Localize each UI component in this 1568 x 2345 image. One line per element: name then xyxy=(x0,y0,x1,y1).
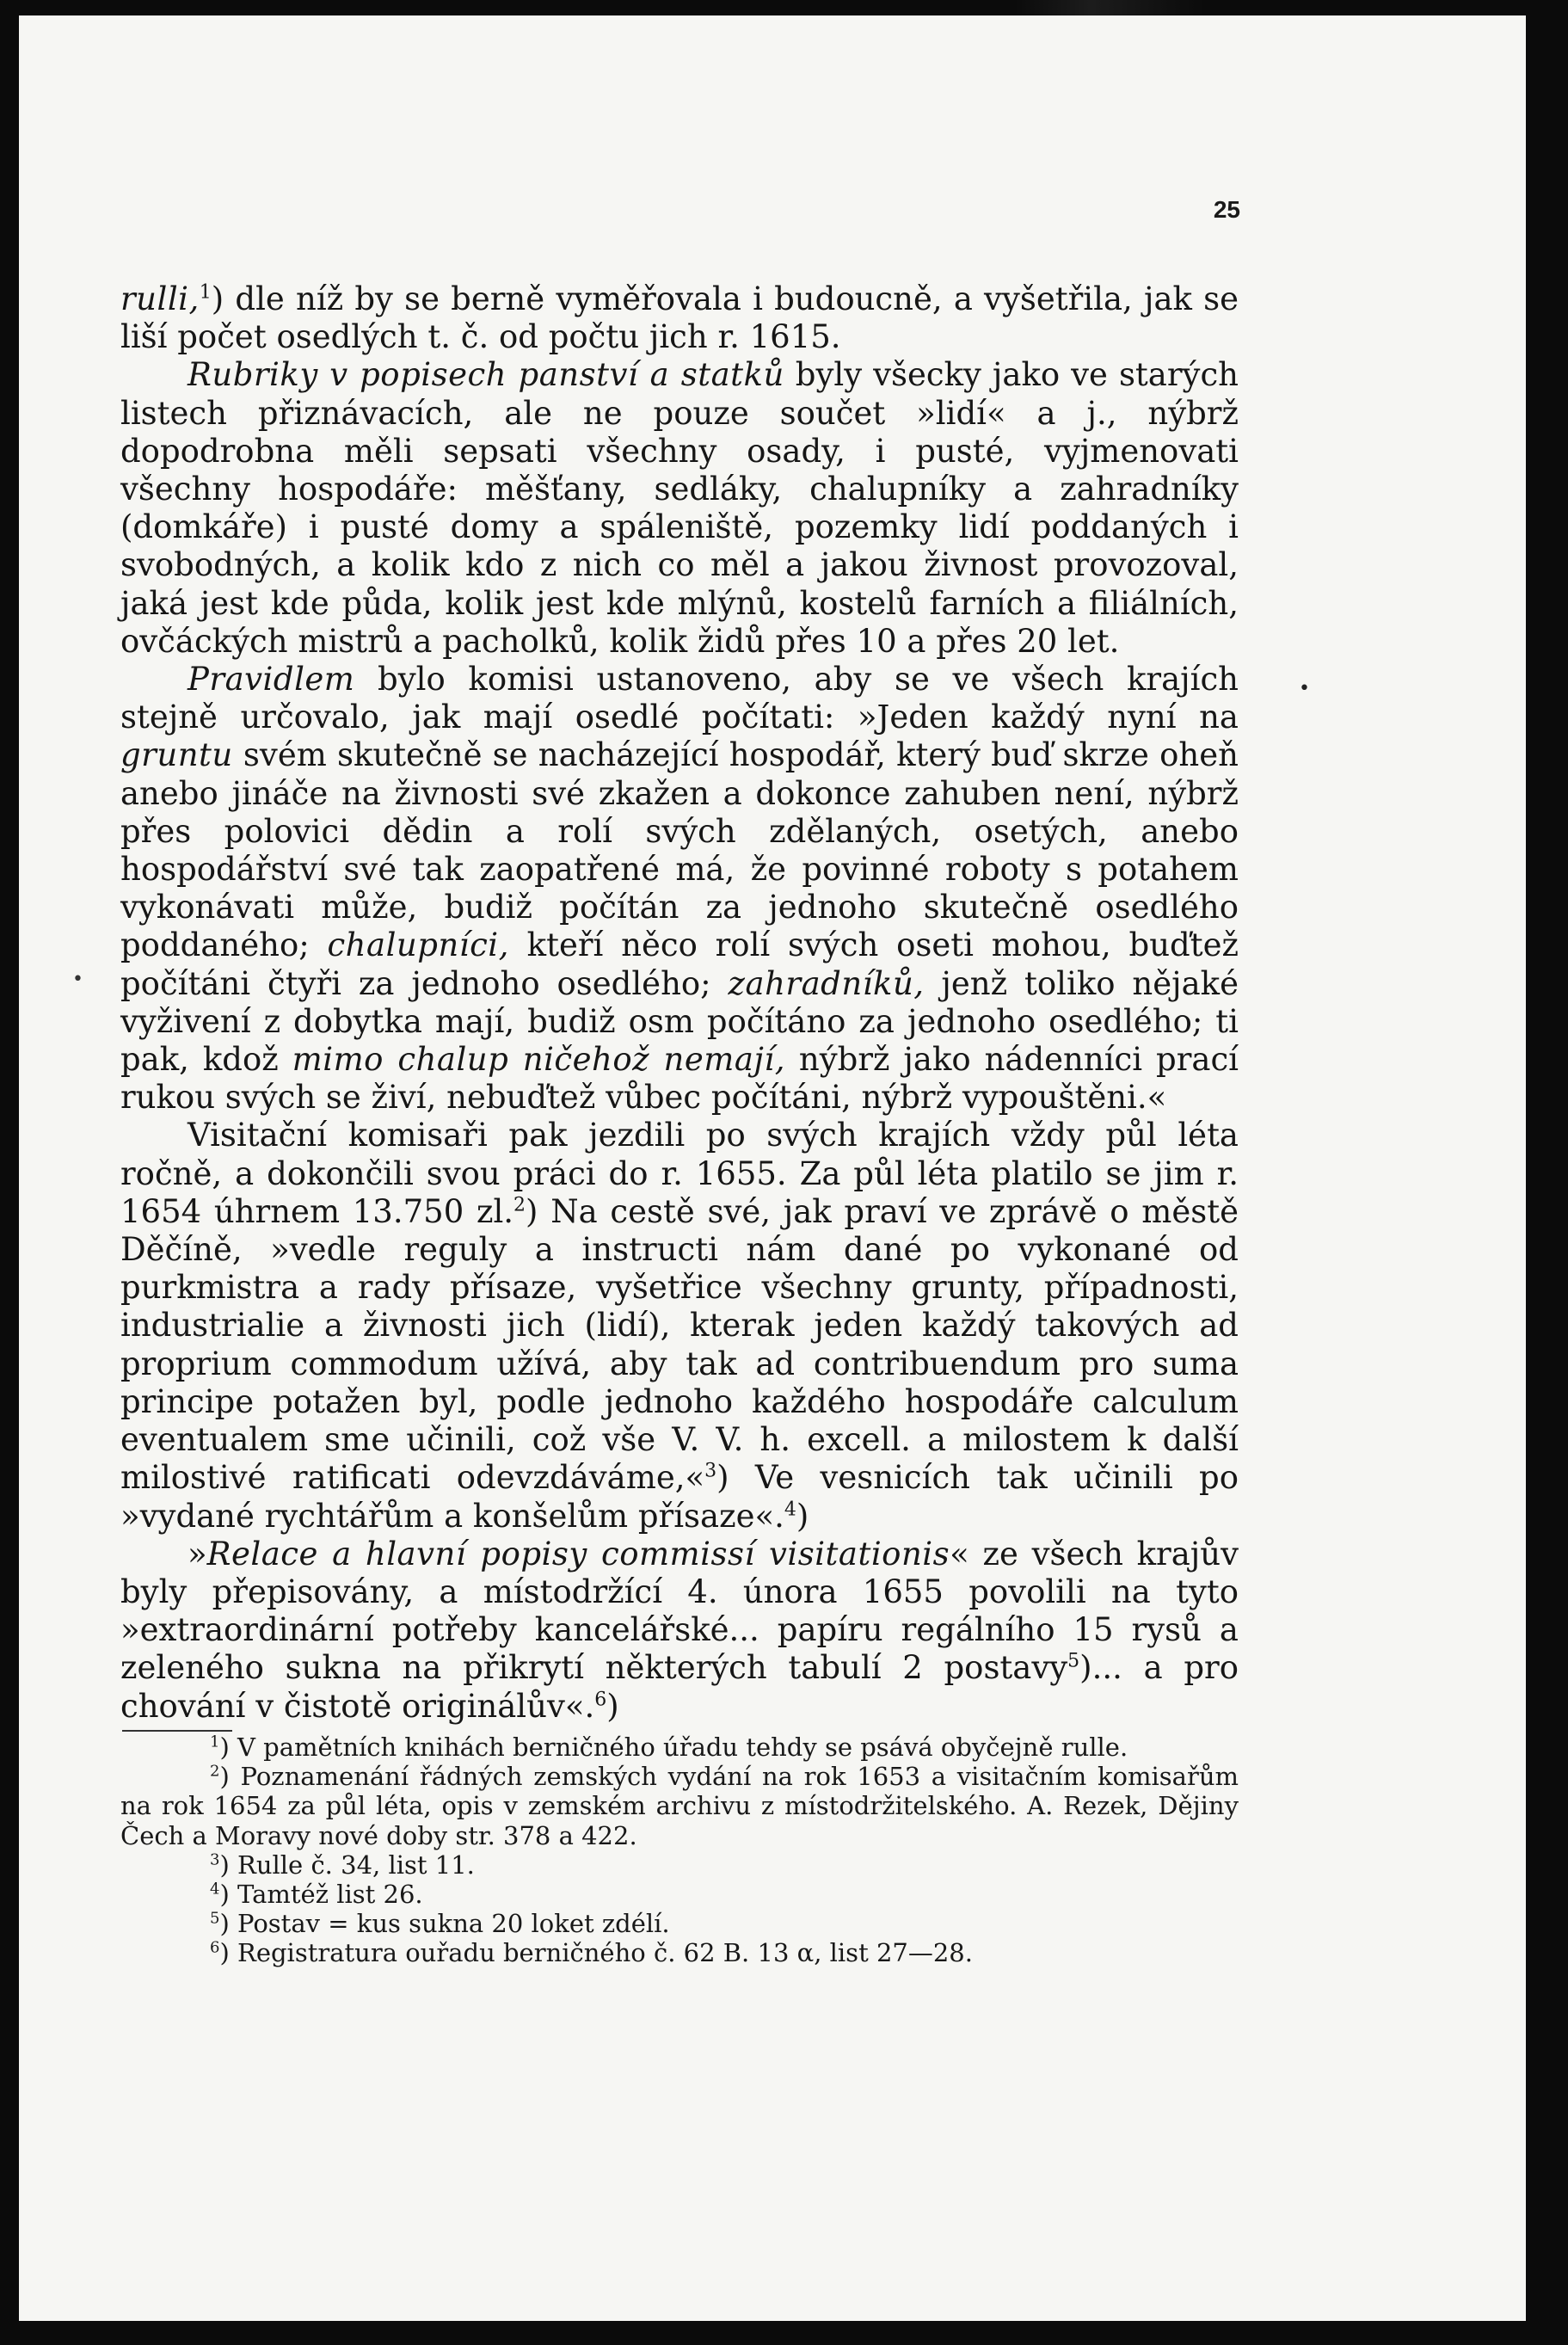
text-run: )... a pro chování v čistotě originálův«. xyxy=(120,1649,1239,1725)
book-page xyxy=(19,15,1526,2321)
margin-mark: • xyxy=(72,969,83,990)
footnotes xyxy=(120,1733,1239,1968)
text-run: byly všecky jako ve starých listech přiznávacích, ale ne pouze součet »lidí« a j., nýbrž dopodrobna měli sepsati všechny osady, i pusté, vyjmenovati všechny hospodáře: měšťany, sedláky, chalupníky a zahradníky (domkáře) i pusté domy a spáleniště, pozemky lidí poddaných i svobodných, a kolik kdo z nich co měl a jakou živnost provozoval, jaká jest kde půda, kolik jest kde mlýnů, kostelů farních a filiálních, ovčáckých mistrů a pacholků, kolik židů přes 10 a přes 20 let. xyxy=(120,356,1239,660)
italic-phrase: Rubriky v popisech panství a statků xyxy=(188,356,784,394)
footnote-text: V pamětních knihách berničného úřadu tehdy se psává obyčejně rulle. xyxy=(237,1733,1128,1762)
italic-phrase: chalupníci, xyxy=(327,926,509,964)
footnote-mark: 6 xyxy=(210,1938,220,1957)
footnote-paren: ) xyxy=(219,1762,241,1792)
footnote xyxy=(120,1909,1239,1938)
text-run: ) xyxy=(606,1687,619,1725)
text-run: « ze všech krajův byly přepisovány, a místodržící 4. února 1655 povolili na tyto »extraordinární potřeby kancelářské... papíru regálního 15 rysů a zeleného sukna na přikrytí některých tabulí 2 postavy xyxy=(120,1535,1239,1687)
page-number: 25 xyxy=(1213,196,1240,223)
footnote-reference: 5 xyxy=(1067,1650,1080,1672)
footnote xyxy=(120,1850,1239,1880)
body-text xyxy=(120,280,1239,1726)
italic-phrase: mimo chalup ničehož nemají, xyxy=(292,1041,785,1079)
footnote-paren: ) xyxy=(219,1850,237,1880)
footnote-text: Tamtéž list 26. xyxy=(237,1880,423,1910)
footnote-text: Postav = kus sukna 20 loket zdélí. xyxy=(237,1909,670,1939)
text-run: » xyxy=(188,1535,207,1573)
italic-phrase: zahradníků, xyxy=(728,964,925,1002)
italic-phrase: Pravidlem xyxy=(188,661,355,699)
footnote-reference: 6 xyxy=(594,1689,607,1711)
paragraph xyxy=(120,1117,1239,1535)
footnote-paren: ) xyxy=(219,1880,237,1910)
text-run: jenž toliko nějaké vyživení z dobytka mají, budiž osm počítáno za jednoho osedlého; ti pak, kdož xyxy=(120,964,1239,1079)
paragraph xyxy=(120,1536,1239,1726)
footnote-paren: ) xyxy=(219,1938,237,1968)
footnote-reference: 4 xyxy=(784,1499,796,1521)
footnote-text: Registratura ouřadu berničného č. 62 B. 13 α, list 27—28. xyxy=(237,1938,973,1968)
footnote-reference: 2 xyxy=(513,1194,526,1216)
footnote-rule xyxy=(122,1730,232,1732)
margin-mark: • xyxy=(1299,678,1310,699)
footnote-text: Poznamenání řádných zemských vydání na rok 1653 a visitačním komisařům na rok 1654 za půl léta, opis v zemském archivu z místodržitelského. A. Rezek, Dějiny Čech a Moravy nové doby str. 378 a 422. xyxy=(120,1762,1239,1850)
text-run: ) Ve vesnicích tak učinili po »vydané rychtářům a konšelům přísaze«. xyxy=(120,1459,1239,1535)
text-run: kteří něco rolí svých oseti mohou, buďtež počítáni čtyři za jednoho osedlého; xyxy=(120,926,1239,1002)
paragraph xyxy=(120,280,1239,356)
text-run: ) dle níž by se berně vyměřovala i budoucně, a vyšetřila, jak se liší počet osedlých t. č. od počtu jich r. 1615. xyxy=(120,280,1239,356)
footnote-paren: ) xyxy=(219,1733,237,1762)
text-run: Visitační komisaři pak jezdili po svých krajích vždy půl léta ročně, a dokončili svou práci do r. 1655. Za půl léta platilo se jim r. 1654 úhrnem 13.750 zl. xyxy=(120,1117,1239,1230)
italic-phrase: gruntu xyxy=(120,736,233,774)
paragraph xyxy=(120,356,1239,661)
footnote-reference: 3 xyxy=(704,1460,717,1482)
footnote xyxy=(120,1880,1239,1909)
footnote xyxy=(120,1938,1239,1967)
footnote-mark: 3 xyxy=(210,1850,220,1869)
footnote-paren: ) xyxy=(219,1909,237,1939)
footnote-text: Rulle č. 34, list 11. xyxy=(237,1850,475,1880)
text-run: nýbrž jako nádenníci prací rukou svých se živí, nebuďtež vůbec počítáni, nýbrž vypouštěni.« xyxy=(120,1041,1239,1117)
footnote-mark: 1 xyxy=(210,1733,220,1751)
footnote-reference: 1 xyxy=(199,281,212,304)
text-run: bylo komisi ustanoveno, aby se ve všech krajích stejně určovalo, jak mají osedlé počítati: »Jeden každý nyní na xyxy=(120,661,1239,736)
italic-phrase: Relace a hlavní popisy commissí visitationis xyxy=(206,1535,950,1573)
footnote xyxy=(120,1762,1239,1850)
paragraph xyxy=(120,661,1239,1117)
footnote-mark: 2 xyxy=(210,1762,220,1781)
footnote-mark: 4 xyxy=(210,1880,220,1899)
footnote-mark: 5 xyxy=(210,1909,220,1928)
italic-phrase: rulli, xyxy=(120,280,200,317)
text-run: svém skutečně se nacházející hospodář, který buď skrze oheň anebo jináče na živnosti své zkažen a dokonce zahuben není, nýbrž přes polovici dědin a rolí svých zdělaných, osetých, anebo hospodářství své tak zaopatřené má, že povinné roboty s potahem vykonávati může, budiž počítán za jednoho skutečně osedlého poddaného; xyxy=(120,736,1239,964)
text-run: ) xyxy=(796,1497,809,1535)
footnote xyxy=(120,1733,1239,1762)
text-run: ) Na cestě své, jak praví ve zprávě o městě Děčíně, »vedle reguly a instructi nám dané po vykonané od purkmistra a rady přísaze, vyšetřice všechny grunty, případnosti, industrialie a živnosti jich (lidí), kterak jeden každý takových ad proprium commodum užívá, aby tak ad contribuendum pro suma principe potažen byl, podle jednoho každého hospodáře calculum eventualem sme učinili, což vše V. V. h. excell. a milostem k další milostivé ratificati odevzdáváme,« xyxy=(120,1192,1239,1497)
